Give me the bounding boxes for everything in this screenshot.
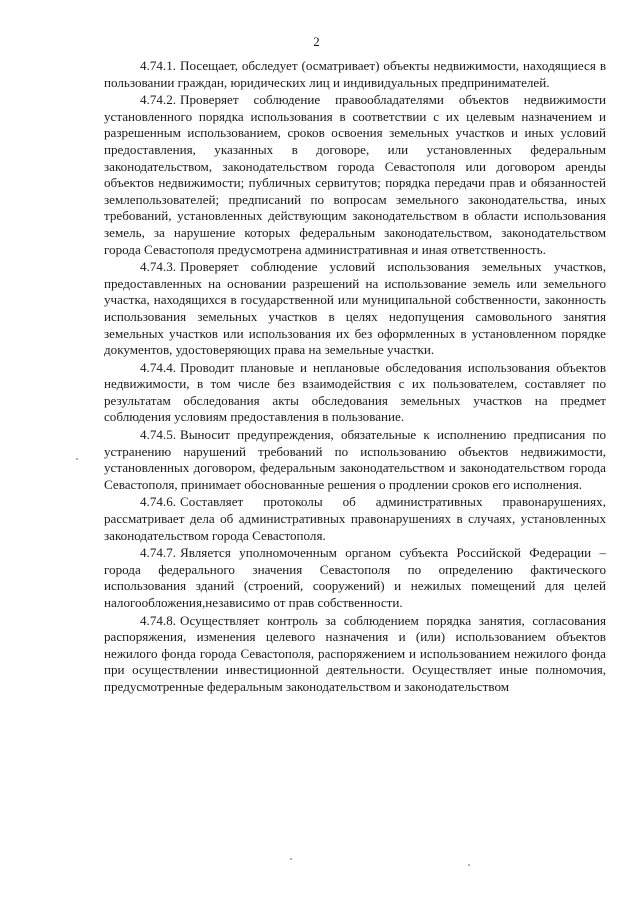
paragraph-4-74-2 [104, 92, 606, 258]
paragraph-text: Осуществляет контроль за соблюдением порядка занятия, согласования распоряжения, изменения целевого назначения и (или) использованием объектов нежилого фонда города Севастополя, распоряжением и использованием нежилого фонда при осуществлении инвестиционной деятельности. Осуществляет иные полномочия, предусмотренные федеральным законодательством и законодательством [104, 612, 606, 694]
paragraph-number: 4.74.8. [140, 612, 177, 628]
paragraph-text: Проводит плановые и неплановые обследования использования объектов недвижимости, в том числе без взаимодействия с их пользователем, составляет по результатам обследования акты обследования земельных участков на предмет соблюдения условиям предоставления в пользование. [104, 359, 606, 425]
paragraph-text: Посещает, обследует (осматривает) объекты недвижимости, находящиеся в пользовании граждан, юридических лиц и индивидуальных предпринимателей. [104, 58, 606, 90]
paragraph-text: Выносит предупреждения, обязательные к исполнению предписания по устранению нарушений требований по использованию объектов недвижимости, установленных договором, федеральным законодательством и законодательством города Севастополя, принимает обоснованные решения о продлении сроков его исполнения. [104, 427, 606, 492]
paragraph-number: 4.74.7. [140, 545, 177, 561]
paragraph-text: Является уполномоченным органом субъекта Российской Федерации – города федерального значения Севастополя по определению фактического использования зданий (строений, сооружений) и нежилых помещений для целей налогообложения,независимо от прав собственности. [104, 545, 606, 610]
scan-speck [290, 858, 292, 860]
paragraph-4-74-6 [104, 494, 606, 544]
paragraph-4-74-5 [104, 427, 606, 493]
paragraph-number: 4.74.1. [140, 58, 177, 73]
paragraph-4-74-7 [104, 545, 606, 611]
paragraph-4-74-8 [104, 613, 606, 696]
scan-speck [76, 458, 78, 460]
paragraph-number: 4.74.2. [140, 92, 177, 108]
paragraph-4-74-1 [104, 58, 606, 91]
paragraph-4-74-4 [104, 360, 606, 426]
paragraph-number: 4.74.6. [140, 494, 177, 510]
paragraph-number: 4.74.3. [140, 259, 177, 275]
document-body [104, 58, 606, 697]
paragraph-text: Проверяет соблюдение условий использования земельных участков, предоставленных на основании разрешений на использование земель или земельного участка, находящихся в государственной или муниципальной собственности, законность использования земельных участков в целях недопущения самовольного занятия земельных участков или использования их без оформленных в установленном порядке документов, удостоверяющих права на земельные участки. [104, 259, 606, 358]
paragraph-text: Проверяет соблюдение правообладателями объектов недвижимости установленного порядка использования в соответствии с их целевым назначением и разрешенным использованием, сроков освоения земельных участков и иных условий предоставления, указанных в договоре, или установленных федеральным законодательством, законодательством города Севастополя или договором аренды объектов недвижимости; публичных сервитутов; порядка передачи прав и обязанностей землепользователей; предписаний по вопросам земельного законодательства, иных требований, установленных действующим законодательством в области использования земель, за нарушение которых федеральным законодательством, законодательством города Севастополя предусмотрена административная и иная ответственность. [104, 92, 606, 257]
paragraph-number: 4.74.4. [140, 359, 177, 375]
paragraph-4-74-3 [104, 259, 606, 359]
paragraph-number: 4.74.5. [140, 427, 177, 443]
scan-speck [468, 864, 470, 866]
paragraph-text: Составляет протоколы об административных правонарушениях, рассматривает дела об административных правонарушениях в случаях, установленных законодательством города Севастополя. [104, 494, 606, 543]
page-number: 2 [313, 34, 320, 49]
